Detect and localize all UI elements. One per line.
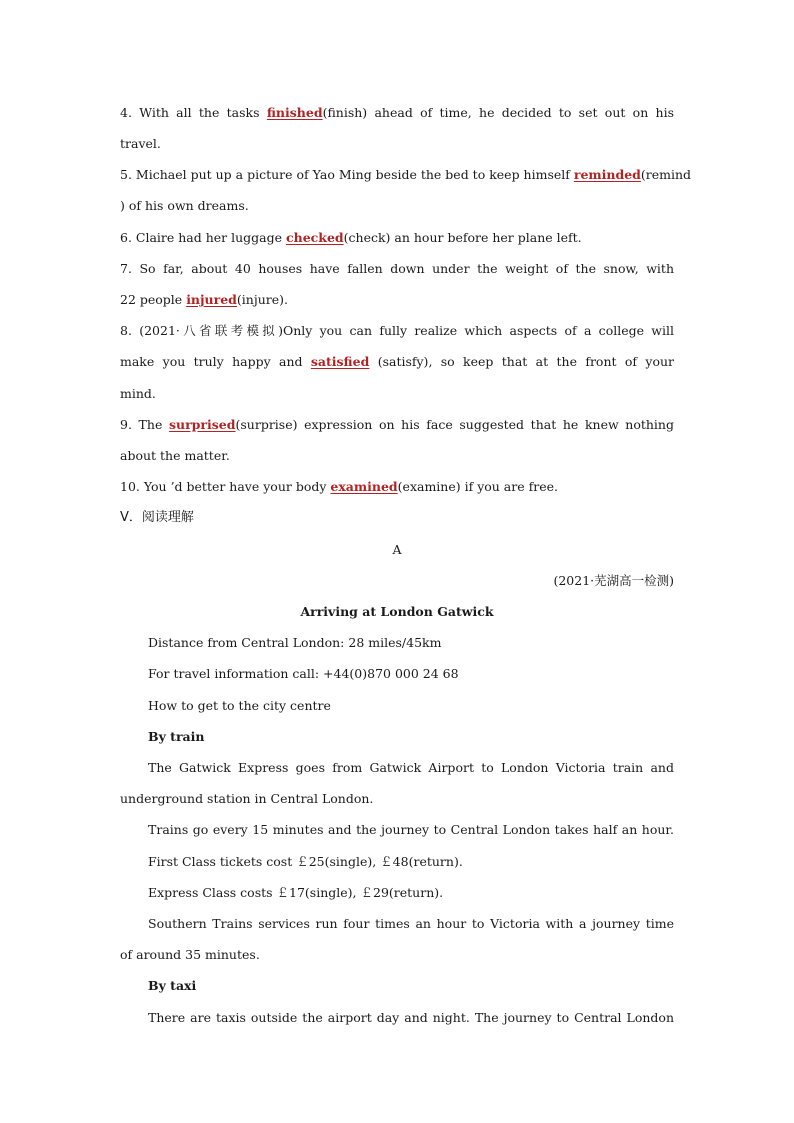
question-10: 10. You ’d better have your body examined(examine) if you are free. (120, 479, 558, 494)
southern-trains-line2: of around 35 minutes. (120, 947, 260, 962)
answer-injured: injured (186, 292, 237, 307)
answer-surprised: surprised (168, 417, 236, 432)
question-7-line1: 7. So far, about 40 houses have fallen down under the weight of the snow, with (120, 261, 674, 276)
question-5-line1: 5. Michael put up a picture of Yao Ming beside the bed to keep himself reminded(remind (120, 167, 692, 182)
question-5-line2: ) of his own dreams. (120, 198, 249, 213)
info-call-line: For travel information call: +44(0)870 000 24 68 (148, 666, 459, 681)
answer-examined: examined (330, 479, 398, 494)
by-taxi-heading: By taxi (148, 978, 197, 993)
question-8-line1: 8. (2021·八省联考模拟)Only you can fully realize which aspects of a college will (120, 323, 674, 338)
question-9-line2: about the matter. (120, 448, 230, 463)
how-to-line: How to get to the city centre (148, 698, 331, 713)
question-7-line2: 22 people injured(injure). (120, 292, 288, 307)
train-paragraph-1-line1: The Gatwick Express goes from Gatwick Airport to London Victoria train and (148, 760, 674, 775)
source-note: (2021·芜湖高一检测) (553, 573, 674, 588)
answer-finished: finished (266, 105, 323, 120)
question-8-line3: mind. (120, 386, 156, 401)
passage-label: A (392, 542, 402, 557)
express-class-line: Express Class costs ￡17(single), ￡29(return). (148, 885, 444, 900)
article-title: Arriving at London Gatwick (300, 604, 494, 619)
question-6: 6. Claire had her luggage checked(check) an hour before her plane left. (120, 230, 582, 245)
question-4-line1: 4. With all the tasks finished(finish) ahead of time, he decided to set out on his (120, 105, 675, 120)
answer-satisfied: satisfied (310, 354, 370, 369)
question-9-line1: 9. The surprised(surprise) expression on his face suggested that he knew nothing (120, 417, 674, 432)
by-train-heading: By train (148, 729, 205, 744)
distance-line: Distance from Central London: 28 miles/45km (148, 635, 442, 650)
train-paragraph-2: Trains go every 15 minutes and the journey to Central London takes half an hour. (148, 822, 674, 837)
southern-trains-line1: Southern Trains services run four times an hour to Victoria with a journey time (148, 916, 674, 931)
answer-checked: checked (286, 230, 344, 245)
section-title: Ⅴ．阅读理解 (120, 510, 194, 525)
taxi-paragraph: There are taxis outside the airport day and night. The journey to Central London (148, 1010, 674, 1025)
question-4-line2: travel. (120, 136, 161, 151)
first-class-line: First Class tickets cost ￡25(single), ￡48(return). (148, 854, 463, 869)
train-paragraph-1-line2: underground station in Central London. (120, 791, 374, 806)
question-8-line2: make you truly happy and satisfied (satisfy), so keep that at the front of your (120, 354, 674, 369)
answer-reminded: reminded (573, 167, 641, 182)
